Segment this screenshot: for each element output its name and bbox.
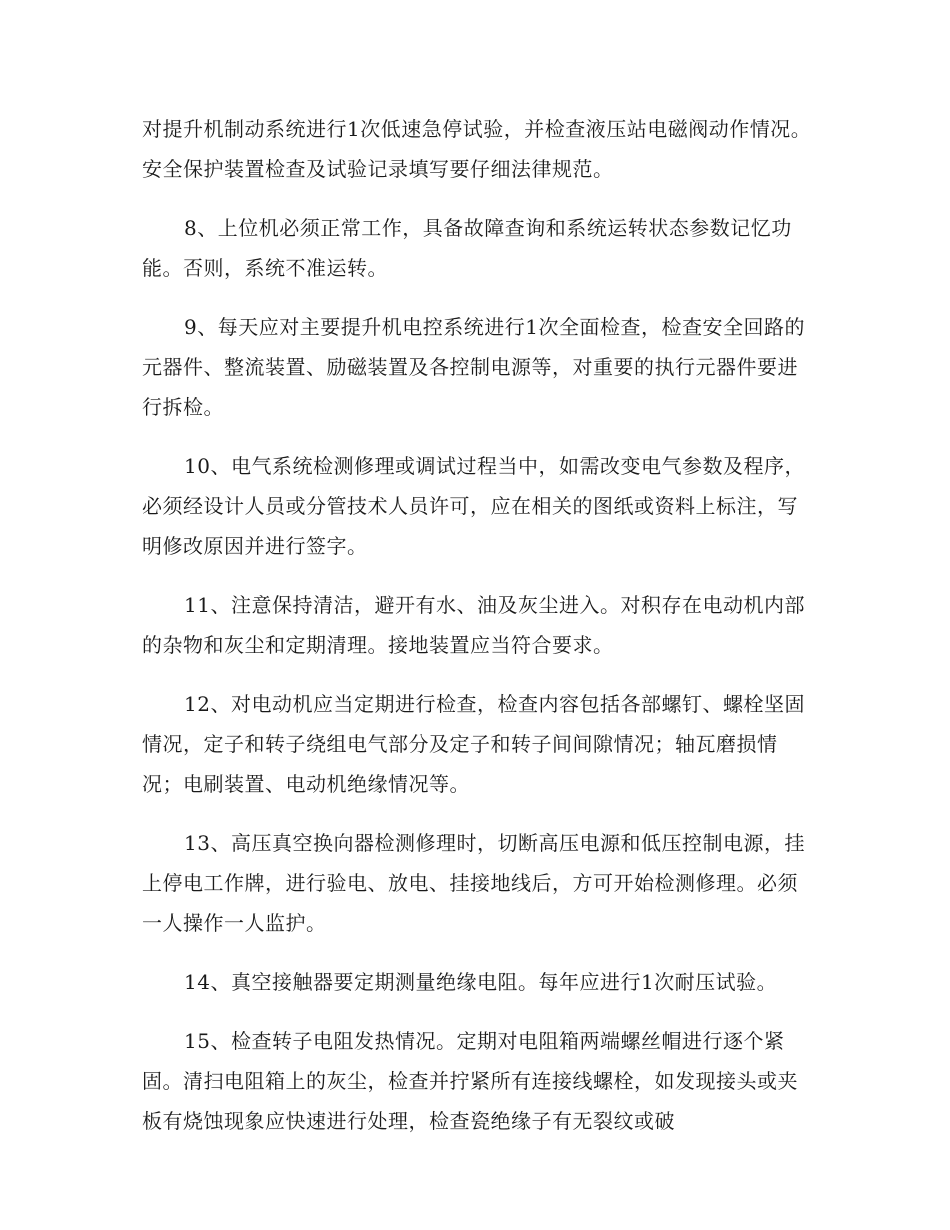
document-body bbox=[142, 109, 812, 1160]
paragraph-item-13: 13、高压真空换向器检测修理时，切断高压电源和低压控制电源，挂上停电工作牌，进行验电、放电、挂接地线后，方可开始检测修理。必须一人操作一人监护。 bbox=[142, 831, 805, 935]
paragraph-item-15: 15、检查转子电阻发热情况。定期对电阻箱两端螺丝帽进行逐个紧固。清扫电阻箱上的灰尘，检查并拧紧所有连接线螺栓，如发现接头或夹板有烧蚀现象应快速进行处理，检查瓷绝缘子有无裂纹或破 bbox=[142, 1029, 798, 1133]
paragraph-item-10: 10、电气系统检测修理或调试过程当中，如需改变电气参数及程序，必须经设计人员或分管技术人员许可，应在相关的图纸或资料上标注，写明修改原因并进行签字。 bbox=[142, 454, 805, 558]
paragraph-continuation: 对提升机制动系统进行1次低速急停试验，并检查液压站电磁阀动作情况。安全保护装置检查及试验记录填写要仔细法律规范。 bbox=[142, 117, 812, 181]
paragraph-item-8: 8、上位机必须正常工作，具备故障查询和系统运转状态参数记忆功能。否则，系统不准运转。 bbox=[142, 216, 792, 280]
paragraph-item-14: 14、真空接触器要定期测量绝缘电阻。每年应进行1次耐压试验。 bbox=[184, 970, 778, 994]
paragraph-item-9: 9、每天应对主要提升机电控系统进行1次全面检查，检查安全回路的元器件、整流装置、励磁装置及各控制电源等，对重要的执行元器件要进行拆检。 bbox=[142, 315, 805, 419]
paragraph-item-11: 11、注意保持清洁，避开有水、油及灰尘进入。对积存在电动机内部的杂物和灰尘和定期清理。接地装置应当符合要求。 bbox=[142, 593, 805, 657]
paragraph-item-12: 12、对电动机应当定期进行检查，检查内容包括各部螺钉、螺栓坚固情况，定子和转子绕组电气部分及定子和转子间间隙情况；轴瓦磨损情况；电刷装置、电动机绝缘情况等。 bbox=[142, 692, 805, 796]
